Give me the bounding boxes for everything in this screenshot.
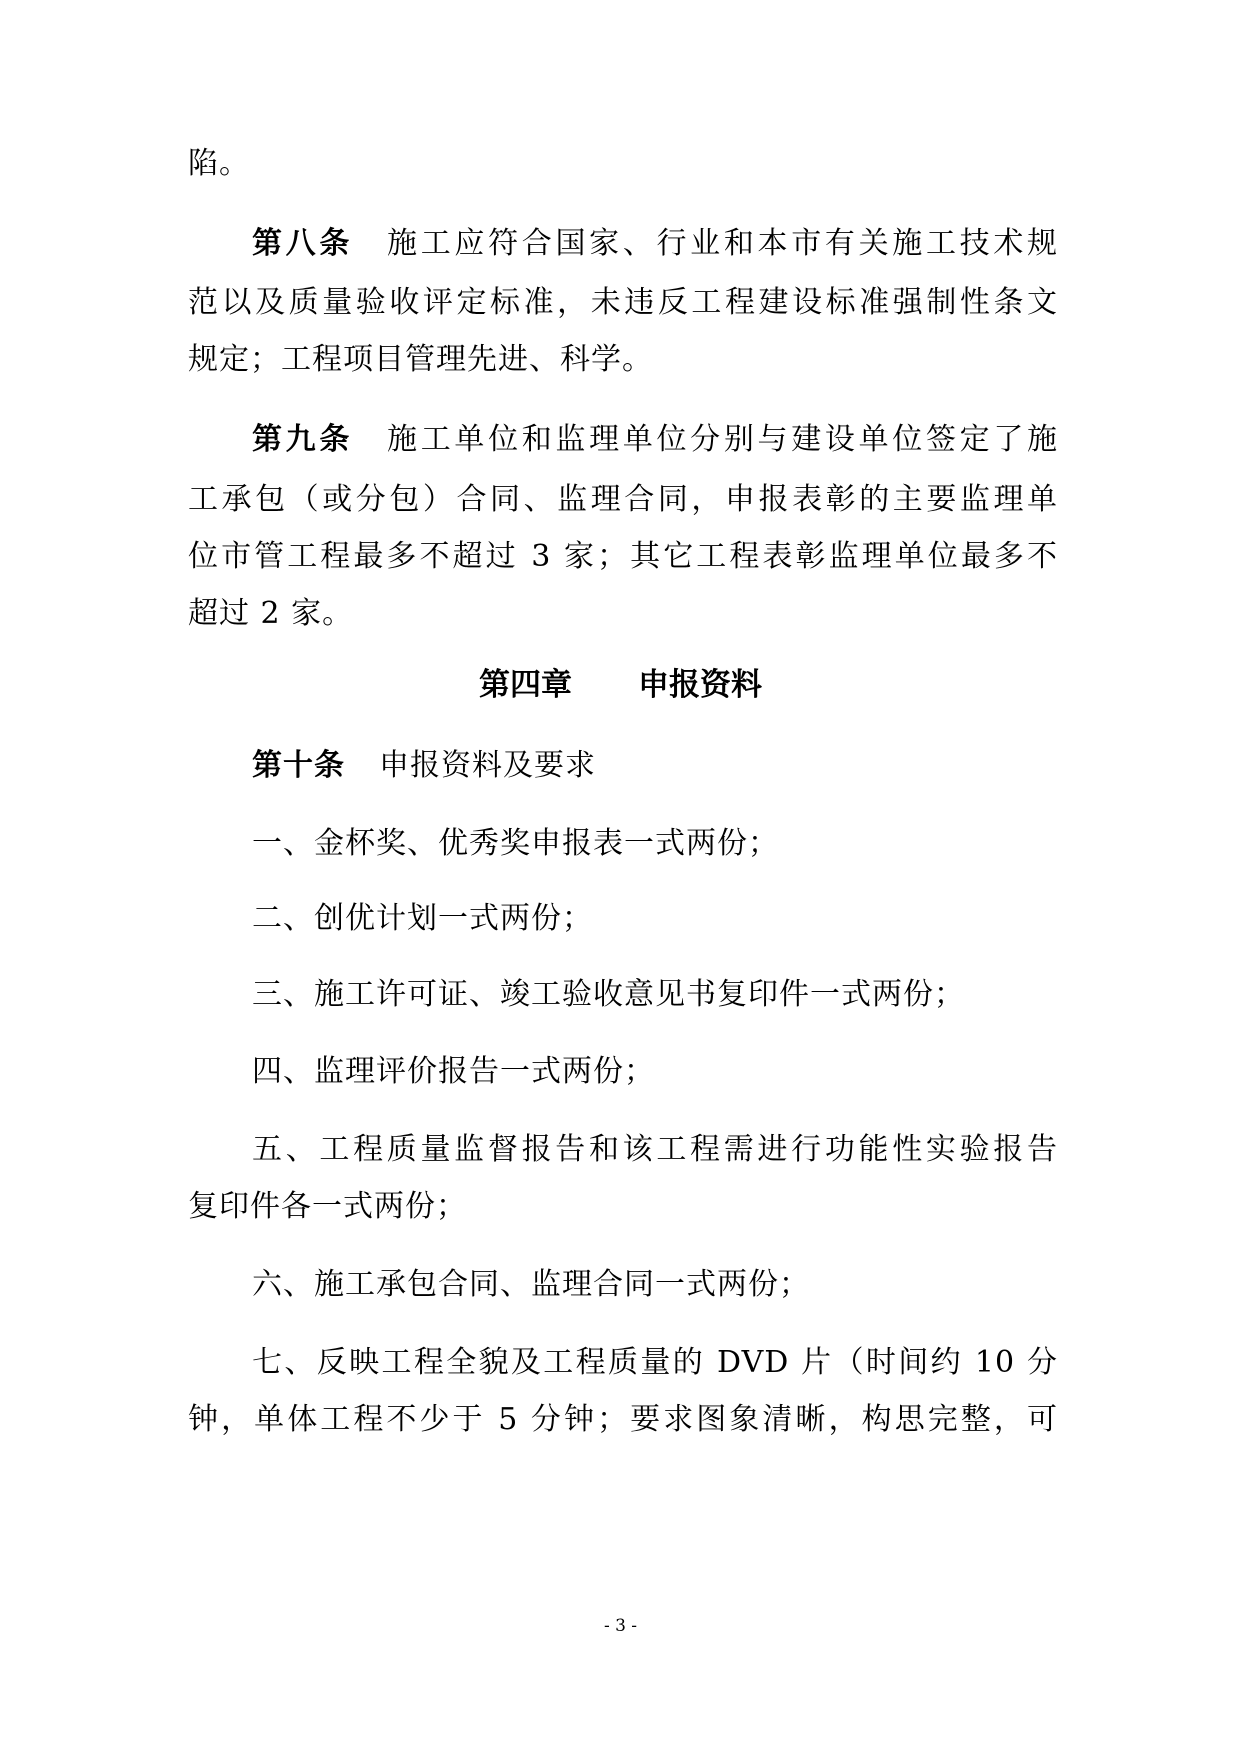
article-9-line [252,420,1058,460]
article-heading: 第九条 [252,422,354,457]
article-text: 申报资料及要求 [379,748,596,783]
article-heading: 第八条 [252,226,354,261]
chapter-title: 申报资料 [638,667,762,703]
article-heading: 第十条 [252,748,345,783]
chapter-number: 第四章 [479,667,572,703]
list-item-continuation: 钟，单体工程不少于 5 分钟；要求图象清晰，构思完整，可 [188,1402,1058,1437]
paragraph-line: 位市管工程最多不超过 3 家；其它工程表彰监理单位最多不 [188,539,1058,574]
paragraph-line: 陷。 [188,146,250,181]
list-item: 二、创优计划一式两份； [252,901,593,936]
paragraph-line: 规定；工程项目管理先进、科学。 [188,342,653,377]
list-item-continuation: 复印件各一式两份； [188,1189,467,1224]
article-text: 施工单位和监理单位分别与建设单位签定了施 [387,422,1059,457]
page-number: - 3 - [603,1616,638,1636]
article-10-line [252,746,1058,786]
list-item: 三、施工许可证、竣工验收意见书复印件一式两份； [252,977,965,1012]
paragraph-line: 超过 2 家。 [188,596,354,631]
list-item: 六、施工承包合同、监理合同一式两份； [252,1267,810,1302]
list-item: 四、监理评价报告一式两份； [252,1054,655,1089]
article-text: 施工应符合国家、行业和本市有关施工技术规 [387,226,1059,261]
list-item: 五、工程质量监督报告和该工程需进行功能性实验报告 [252,1132,1058,1167]
chapter-heading [0,665,1241,705]
paragraph-line: 范以及质量验收评定标准，未违反工程建设标准强制性条文 [188,285,1058,320]
paragraph-line: 工承包（或分包）合同、监理合同，申报表彰的主要监理单 [188,482,1058,517]
list-item: 七、反映工程全貌及工程质量的 DVD 片（时间约 10 分 [252,1345,1058,1380]
list-item: 一、金杯奖、优秀奖申报表一式两份； [252,826,779,861]
article-8-line [252,224,1058,264]
